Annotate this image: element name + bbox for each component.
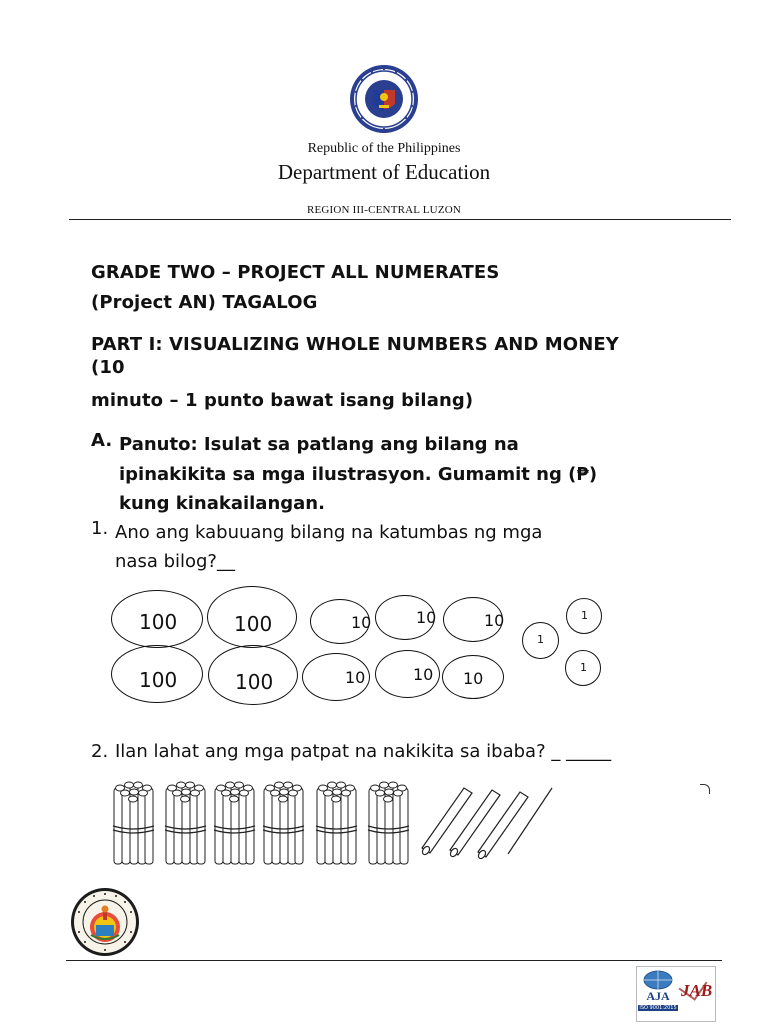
- stray-mark: [700, 784, 710, 794]
- stick-bundle: [312, 780, 360, 868]
- globe-icon: [641, 969, 675, 991]
- question-1-number: 1.: [91, 518, 109, 539]
- header-country: Republic of the Philippines: [307, 141, 461, 156]
- footer-divider: [66, 960, 722, 961]
- circle-hundred: [208, 645, 298, 705]
- republic-seal: [70, 887, 140, 957]
- circle-value: 10: [416, 608, 437, 627]
- badge-brand-2: JAB: [681, 981, 713, 1000]
- circle-hundred: [207, 586, 297, 648]
- part-heading: PART I: VISUALIZING WHOLE NUMBERS AND MONEY: [91, 334, 619, 355]
- question-2-text: Ilan lahat ang mga patpat na nakikita sa ibaba? _ _____: [115, 741, 612, 762]
- circle-hundred: [111, 590, 203, 648]
- circle-hundred: [111, 645, 203, 703]
- deped-seal: [349, 64, 419, 134]
- worksheet-subtitle: (Project AN) TAGALOG: [91, 292, 318, 313]
- header-department: Department of Education: [277, 160, 491, 184]
- circle-ten: [443, 597, 503, 642]
- circle-value: 1: [581, 609, 588, 622]
- stick-bundle: [161, 780, 209, 868]
- circle-value: 10: [463, 669, 484, 688]
- circle-one: [565, 650, 601, 686]
- iso-certification-badge: [636, 966, 716, 1022]
- part-heading-scoring: minuto – 1 punto bawat isang bilang): [91, 390, 474, 411]
- question-1-line: Ano ang kabuuang bilang na katumbas ng mga: [115, 522, 543, 543]
- question-1-text: [115, 518, 542, 576]
- part-heading-time: (10: [91, 357, 125, 378]
- circle-one: [566, 598, 602, 634]
- question-2-number: 2.: [91, 741, 109, 762]
- instruction-line: Panuto: Isulat sa patlang ang bilang na: [119, 434, 519, 455]
- question-1-line: nasa bilog?__: [115, 551, 235, 572]
- worksheet-title: GRADE TWO – PROJECT ALL NUMERATES: [91, 262, 500, 283]
- stick-bundle: [364, 780, 412, 868]
- circle-value: 100: [139, 610, 178, 634]
- circle-one: [522, 622, 559, 659]
- circle-value: 100: [139, 668, 178, 692]
- stick-bundle: [259, 780, 307, 868]
- circle-ten: [302, 653, 370, 701]
- circle-value: 1: [537, 633, 544, 646]
- circle-ten: [375, 650, 440, 698]
- circle-value: 1: [580, 661, 587, 674]
- instruction-text: [119, 430, 597, 519]
- circle-value: 10: [345, 668, 366, 687]
- badge-brand: AJA: [646, 989, 670, 1003]
- circle-value: 10: [413, 665, 434, 684]
- stick-bundle: [210, 780, 258, 868]
- circle-value: 100: [235, 670, 274, 694]
- instruction-line: kung kinakailangan.: [119, 493, 325, 514]
- badge-iso: ISO 9001:2015: [639, 1005, 677, 1011]
- stick-bundle: [109, 780, 157, 868]
- circle-value: 100: [234, 612, 273, 636]
- instruction-line: ipinakikita sa mga ilustrasyon. Gumamit ng (₱): [119, 463, 598, 485]
- circle-ten: [375, 595, 435, 640]
- circle-value: 10: [351, 613, 372, 632]
- header-divider: [69, 219, 731, 220]
- header-region: REGION III-CENTRAL LUZON: [306, 204, 462, 216]
- circle-ten: [310, 599, 370, 644]
- circle-ten: [442, 655, 504, 699]
- circle-value: 10: [484, 611, 505, 630]
- instruction-marker: A.: [91, 430, 113, 451]
- loose-sticks: [414, 782, 559, 862]
